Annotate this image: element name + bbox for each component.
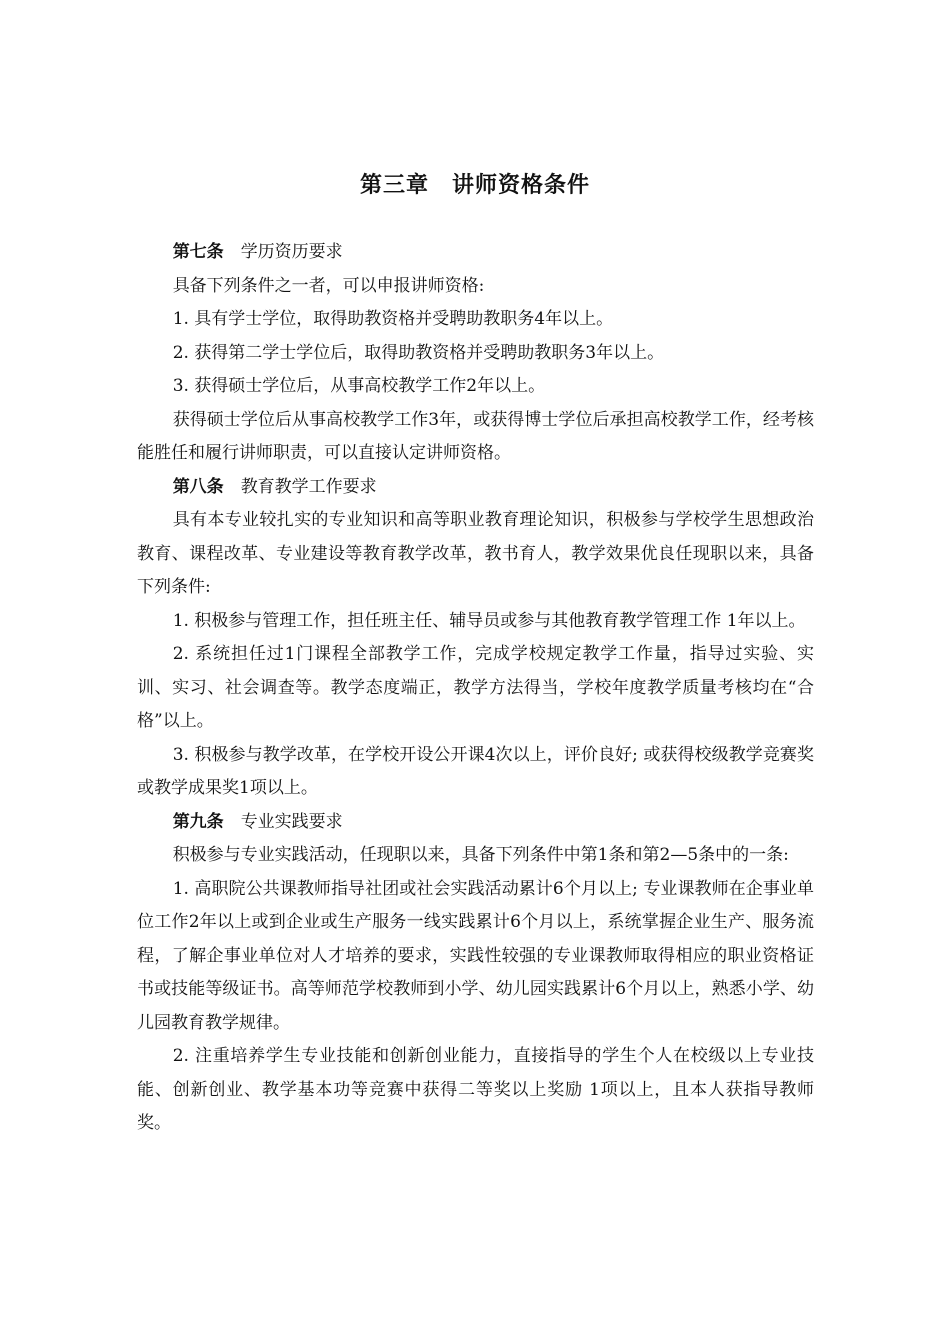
chapter-title: 第三章 讲师资格条件 [359, 173, 590, 198]
article-subject: 教育教学工作要求 [240, 476, 377, 497]
list-item: 1. 积极参与管理工作，担任班主任、辅导员或参与其他教育教学管理工作 1年以上。 [172, 610, 806, 631]
list-item: 3. 积极参与教学改革，在学校开设公开课4次以上，评价良好; 或获得校级教学竞赛奖或教学成果奖1项以上。 [137, 744, 814, 798]
document-body [137, 236, 814, 1141]
article-heading [137, 471, 814, 505]
article-subject: 学历资历要求 [240, 242, 343, 262]
paragraph: 获得硕士学位后从事高校教学工作3年，或获得博士学位后承担高校教学工作，经考核能胜任和履行讲师职责，可以直接认定讲师资格。 [137, 409, 814, 463]
article-number: 第八条 [172, 476, 224, 497]
list-item: 2. 获得第二学士学位后，取得助教资格并受聘助教职务3年以上。 [172, 342, 665, 363]
list-item: 2. 注重培养学生专业技能和创新创业能力，直接指导的学生个人在校级以上专业技能、创新创业、教学基本功等竞赛中获得二等奖以上奖励 1项以上，且本人获指导教师奖。 [137, 1046, 814, 1133]
list-item: 1. 具有学士学位，取得助教资格并受聘助教职务4年以上。 [172, 309, 614, 329]
article-heading [137, 806, 814, 840]
list-item: 3. 获得硕士学位后，从事高校教学工作2年以上。 [172, 376, 546, 396]
article-number: 第七条 [172, 242, 224, 262]
paragraph: 具有本专业较扎实的专业知识和高等职业教育理论知识，积极参与学校学生思想政治教育、课程改革、专业建设等教育教学改革，教书育人，教学效果优良任现职以来，具备下列条件: [137, 510, 814, 597]
list-item: 1. 高职院公共课教师指导社团或社会实践活动累计6个月以上; 专业课教师在企事业单位工作2年以上或到企业或生产服务一线实践累计6个月以上，系统掌握企业生产、服务流程，了解企事业单位对人才培养的要求，实践性较强的专业课教师取得相应的职业资格证书或技能等级证书。高等师范学校教师到小学、幼儿园实践累计6个月以上，熟悉小学、幼儿园教育教学规律。 [137, 878, 814, 1033]
paragraph: 积极参与专业实践活动，任现职以来，具备下列条件中第1条和第2—5条中的一条: [172, 845, 789, 865]
paragraph: 具备下列条件之一者，可以申报讲师资格: [172, 275, 485, 296]
list-item: 2. 系统担任过1门课程全部教学工作，完成学校规定教学工作量，指导过实验、实训、实习、社会调查等。教学态度端正，教学方法得当，学校年度教学质量考核均在“合格”以上。 [137, 644, 814, 731]
article-subject: 专业实践要求 [240, 811, 343, 832]
article-number: 第九条 [172, 811, 224, 832]
article-heading [137, 236, 814, 270]
